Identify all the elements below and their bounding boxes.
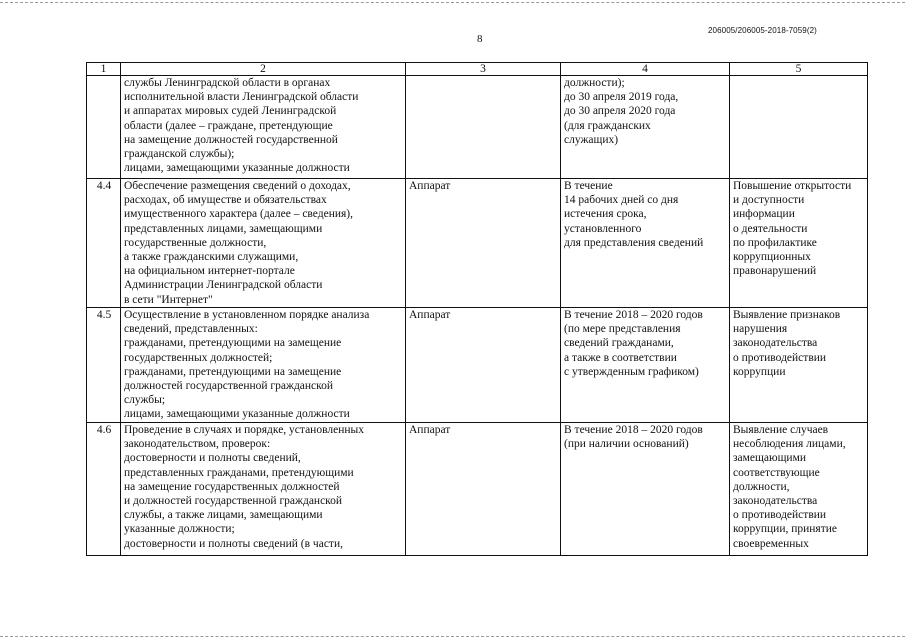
executor-cell: [406, 76, 561, 179]
measure-cell: Обеспечение размещения сведений о доходах, расходах, об имуществе и обязательствах имущественного характера (далее – сведения), представленных лицами, замещающими государственные должности, а также гражданскими служащими, на официальном интернет-портале Администрации Ленинградской области в сети "Интернет": [121, 179, 406, 308]
row-number: 4.4: [87, 179, 121, 308]
executor-cell: Аппарат: [406, 423, 561, 556]
measures-table: [86, 62, 868, 556]
table-row: [87, 179, 868, 308]
measure-cell: Проведение в случаях и порядке, установленных законодательством, проверок: достоверности и полноты сведений, представленных гражданами, претендующими на замещение государственных должностей и должностей государственной гражданской службы, а также лицами, замещающими указанные должности; достоверности и полноты сведений (в части,: [121, 423, 406, 556]
header-col-3: 3: [406, 63, 561, 76]
result-cell: Выявление случаев несоблюдения лицами, замещающими соответствующие должности, законодательства о противодействии коррупции, принятие своевременных: [730, 423, 868, 556]
header-col-2: 2: [121, 63, 406, 76]
table-row: [87, 308, 868, 423]
document-id: 206005/206005-2018-7059(2): [708, 26, 817, 35]
deadline-cell: В течение 2018 – 2020 годов (при наличии оснований): [561, 423, 730, 556]
header-col-5: 5: [730, 63, 868, 76]
table-row: [87, 76, 868, 179]
header-col-4: 4: [561, 63, 730, 76]
table-row: [87, 423, 868, 556]
header-col-1: 1: [87, 63, 121, 76]
deadline-cell: должности); до 30 апреля 2019 года, до 30 апреля 2020 года (для гражданских служащих): [561, 76, 730, 179]
executor-cell: Аппарат: [406, 308, 561, 423]
measure-cell: Осуществление в установленном порядке анализа сведений, представленных: гражданами, претендующими на замещение государственных должностей; гражданами, претендующими на замещение должностей государственной гражданской службы; лицами, замещающими указанные должности: [121, 308, 406, 423]
executor-cell: Аппарат: [406, 179, 561, 308]
measure-cell: службы Ленинградской области в органах исполнительной власти Ленинградской области и аппаратах мировых судей Ленинградской области (далее – граждане, претендующие на замещение должностей государственной гражданской службы); лицами, замещающими указанные должности: [121, 76, 406, 179]
deadline-cell: В течение 14 рабочих дней со дня истечения срока, установленного для представления сведений: [561, 179, 730, 308]
result-cell: [730, 76, 868, 179]
result-cell: Повышение открытости и доступности информации о деятельности по профилактике коррупционных правонарушений: [730, 179, 868, 308]
result-cell: Выявление признаков нарушения законодательства о противодействии коррупции: [730, 308, 868, 423]
row-number: [87, 76, 121, 179]
table-header-row: [87, 63, 868, 76]
row-number: 4.6: [87, 423, 121, 556]
scan-edge-top: [0, 2, 905, 3]
deadline-cell: В течение 2018 – 2020 годов (по мере представления сведений гражданами, а также в соответствии с утвержденным графиком): [561, 308, 730, 423]
page-number: 8: [477, 33, 483, 45]
row-number: 4.5: [87, 308, 121, 423]
scan-edge-bottom: [0, 636, 905, 637]
